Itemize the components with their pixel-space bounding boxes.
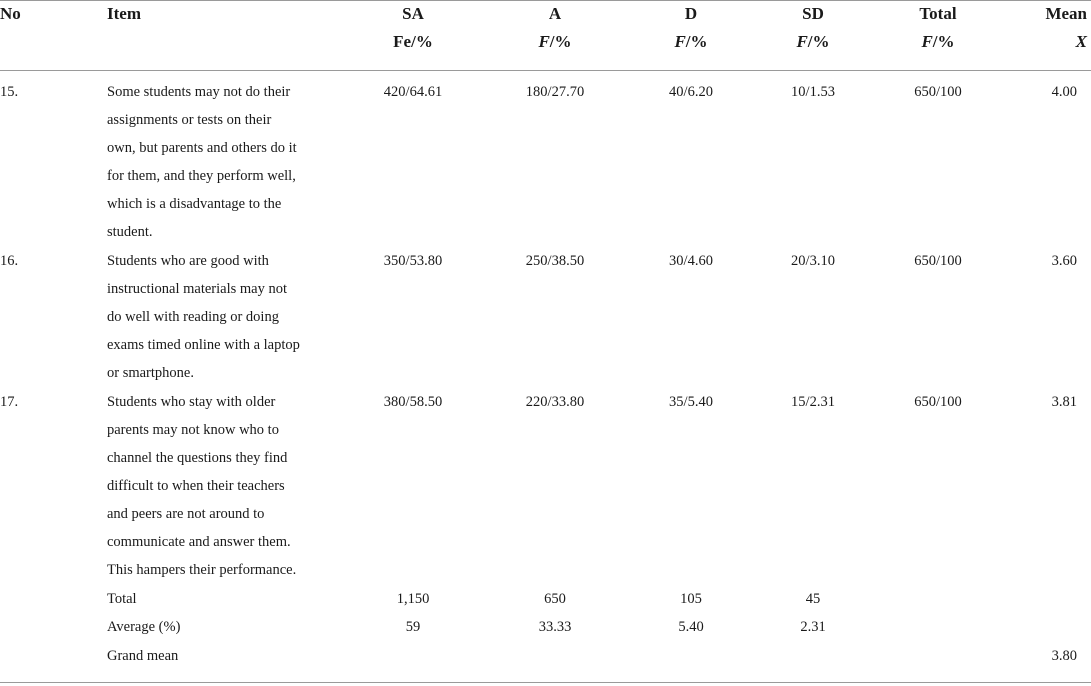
header-sd (778, 0, 848, 56)
item-line: for them, and they perform well, (107, 168, 296, 184)
cell-sa: 420/64.61 (383, 84, 443, 100)
header-d (656, 0, 726, 56)
summary-label: Total (107, 591, 137, 607)
item-line: exams timed online with a laptop (107, 337, 300, 353)
header-sd-label: SD (802, 4, 824, 23)
header-sa-label: SA (402, 4, 424, 23)
header-mean-sub-x: X (1075, 32, 1087, 51)
table-header (0, 0, 1091, 70)
cell-a: 220/33.80 (525, 394, 585, 410)
header-a-sub-f: F (538, 32, 550, 51)
item-line: Students who are good with (107, 253, 269, 269)
cell-sd: 2.31 (800, 619, 826, 635)
header-sd-sub-pct: /% (807, 32, 830, 51)
summary-label: Grand mean (107, 648, 179, 664)
item-line: or smartphone. (107, 365, 194, 381)
cell-mean: 3.60 (1051, 253, 1077, 269)
row-item-text (107, 247, 327, 387)
header-a (520, 0, 590, 56)
item-line: Some students may not do their (107, 84, 291, 100)
header-item: Item (107, 4, 141, 23)
row-number: 17. (0, 394, 19, 410)
item-line: and peers are not around to (107, 506, 265, 522)
header-mean (1010, 0, 1087, 56)
cell-a: 180/27.70 (525, 84, 585, 100)
cell-d: 105 (680, 591, 702, 607)
cell-d: 35/5.40 (669, 394, 713, 410)
header-a-label: A (548, 4, 562, 23)
cell-mean: 3.80 (1051, 648, 1077, 664)
cell-sd: 10/1.53 (791, 84, 835, 100)
cell-d: 5.40 (678, 619, 704, 635)
header-sd-sub-f: F (796, 32, 808, 51)
header-d-label: D (684, 4, 698, 23)
row-item-text (107, 388, 327, 584)
row-item-text (107, 78, 327, 246)
item-line: This hampers their performance. (107, 562, 297, 578)
cell-sd: 45 (805, 591, 821, 607)
cell-sa: 380/58.50 (383, 394, 443, 410)
header-a-sub (520, 28, 590, 56)
header-total-sub-f: F (921, 32, 933, 51)
row-number: 16. (0, 253, 19, 269)
item-line: which is a disadvantage to the (107, 196, 282, 212)
item-line: student. (107, 224, 153, 240)
cell-mean: 4.00 (1051, 84, 1077, 100)
header-no: No (0, 4, 21, 23)
header-total-sub (903, 28, 973, 56)
header-sd-sub (778, 28, 848, 56)
header-d-sub (656, 28, 726, 56)
item-line: instructional materials may not (107, 281, 287, 297)
header-bottom-rule (0, 70, 1091, 71)
header-total (903, 0, 973, 56)
header-a-sub-pct: /% (549, 32, 572, 51)
row-number: 15. (0, 84, 19, 100)
cell-total: 650/100 (914, 253, 962, 269)
item-line: assignments or tests on their (107, 112, 272, 128)
cell-sa: 1,150 (396, 591, 430, 607)
header-sa (378, 0, 448, 56)
cell-sa: 59 (405, 619, 421, 635)
cell-mean: 3.81 (1051, 394, 1077, 410)
item-line: communicate and answer them. (107, 534, 291, 550)
cell-a: 250/38.50 (525, 253, 585, 269)
item-line: do well with reading or doing (107, 309, 279, 325)
header-total-sub-pct: /% (932, 32, 955, 51)
summary-label: Average (%) (107, 619, 181, 635)
cell-d: 30/4.60 (669, 253, 713, 269)
item-line: own, but parents and others do it (107, 140, 297, 156)
cell-sd: 20/3.10 (791, 253, 835, 269)
item-line: parents may not know who to (107, 422, 279, 438)
item-line: Students who stay with older (107, 394, 276, 410)
header-d-sub-f: F (674, 32, 686, 51)
item-line: difficult to when their teachers (107, 478, 285, 494)
cell-a: 33.33 (538, 619, 572, 635)
cell-a: 650 (544, 591, 566, 607)
item-line: channel the questions they find (107, 450, 288, 466)
cell-sd: 15/2.31 (791, 394, 835, 410)
header-mean-sub (1010, 28, 1087, 56)
cell-sa: 350/53.80 (383, 253, 443, 269)
header-sa-sub: Fe/% (393, 32, 433, 51)
cell-d: 40/6.20 (669, 84, 713, 100)
table-bottom-rule (0, 682, 1091, 683)
header-total-label: Total (919, 4, 957, 23)
cell-total: 650/100 (914, 394, 962, 410)
header-mean-label: Mean (1045, 4, 1087, 23)
header-d-sub-pct: /% (685, 32, 708, 51)
cell-total: 650/100 (914, 84, 962, 100)
